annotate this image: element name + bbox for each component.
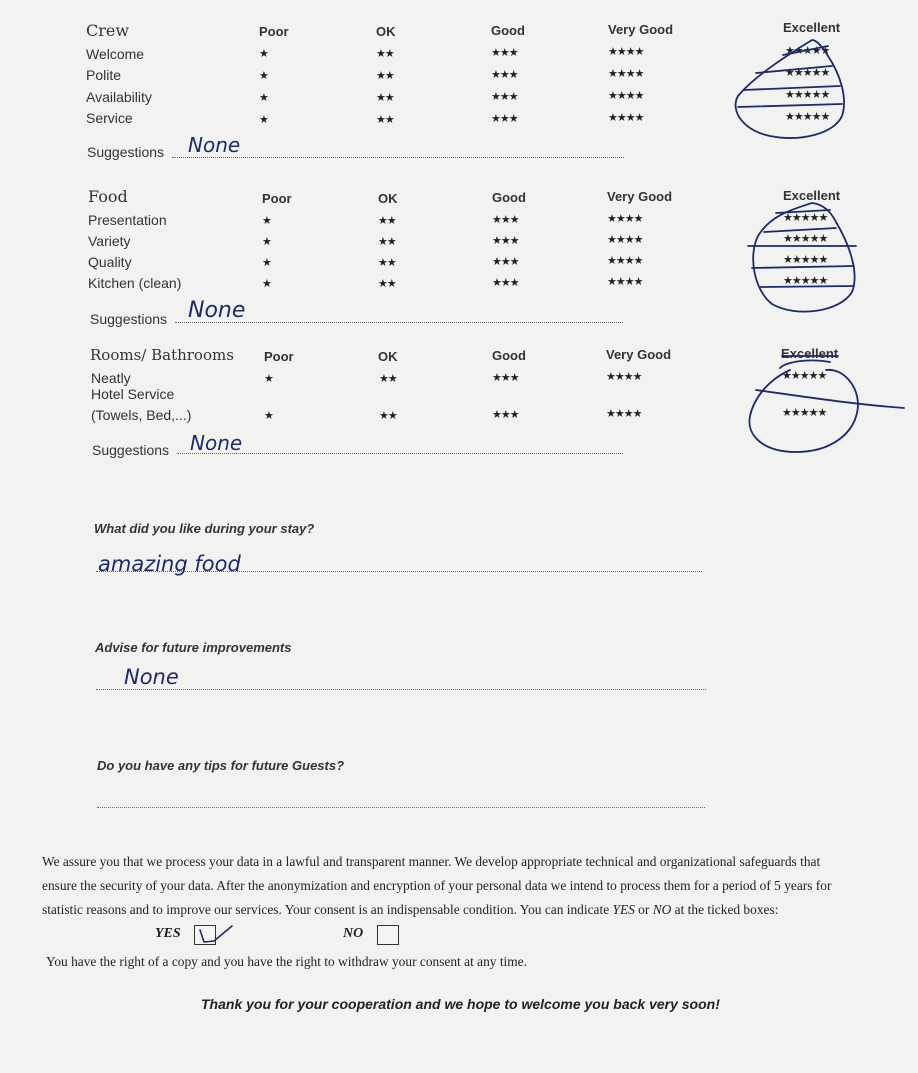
star-rating-ok[interactable]: ★★ (379, 410, 397, 422)
rooms-section-title: Rooms/ Bathrooms (90, 346, 234, 364)
food-col-ok: OK (378, 191, 398, 206)
rooms-item-neatly: Neatly (91, 370, 131, 386)
star-rating-poor[interactable]: ★ (259, 48, 268, 60)
rooms-col-excellent: Excellent (781, 346, 839, 361)
food-item-kitchen: Kitchen (clean) (88, 275, 182, 291)
crew-item-service: Service (86, 110, 133, 126)
question-tips-label: Do you have any tips for future Guests? (97, 758, 345, 773)
question-liked-label: What did you like during your stay? (94, 521, 315, 536)
food-item-presentation: Presentation (88, 212, 167, 228)
rooms-col-very-good: Very Good (606, 347, 672, 362)
thank-you-message: Thank you for your cooperation and we hope to welcome you back very soon! (201, 996, 720, 1012)
legal-or-word: or (634, 902, 653, 917)
question-liked-answer: amazing food (98, 552, 241, 576)
rooms-excellent-hook (780, 360, 830, 368)
star-rating-good[interactable]: ★★★ (492, 214, 519, 226)
star-rating-excellent[interactable]: ★★★★★ (782, 407, 827, 419)
star-rating-ok[interactable]: ★★ (378, 278, 396, 290)
food-col-excellent: Excellent (783, 188, 841, 203)
rooms-col-good: Good (492, 348, 526, 363)
star-rating-good[interactable]: ★★★ (492, 372, 519, 384)
star-rating-excellent[interactable]: ★★★★★ (783, 254, 828, 266)
food-excellent-strike-4 (752, 266, 854, 268)
star-rating-poor[interactable]: ★ (259, 70, 268, 82)
rooms-item-towels-bed: (Towels, Bed,...) (91, 407, 192, 423)
star-rating-very-good[interactable]: ★★★★ (608, 68, 644, 80)
star-rating-very-good[interactable]: ★★★★ (608, 46, 644, 58)
star-rating-poor[interactable]: ★ (262, 278, 271, 290)
star-rating-ok[interactable]: ★★ (379, 373, 397, 385)
rooms-col-ok: OK (378, 349, 398, 364)
star-rating-poor[interactable]: ★ (259, 92, 268, 104)
star-rating-poor[interactable]: ★ (262, 236, 271, 248)
question-improvements-answer: None (124, 665, 179, 689)
crew-suggestions-line[interactable] (172, 157, 624, 158)
star-rating-excellent[interactable]: ★★★★★ (785, 89, 830, 101)
star-rating-excellent[interactable]: ★★★★★ (783, 212, 828, 224)
crew-col-very-good: Very Good (608, 22, 674, 37)
star-rating-excellent[interactable]: ★★★★★ (785, 111, 830, 123)
star-rating-very-good[interactable]: ★★★★ (607, 234, 643, 246)
star-rating-good[interactable]: ★★★ (491, 69, 518, 81)
star-rating-very-good[interactable]: ★★★★ (607, 255, 643, 267)
rooms-item-hotel-service: Hotel Service (91, 386, 175, 402)
crew-suggestions-label: Suggestions (87, 144, 165, 160)
legal-yes-word: YES (612, 902, 635, 917)
star-rating-poor[interactable]: ★ (262, 215, 271, 227)
consent-no-label: NO (343, 926, 364, 941)
star-rating-excellent[interactable]: ★★★★★ (785, 67, 830, 79)
crew-item-availability: Availability (86, 89, 152, 105)
star-rating-excellent[interactable]: ★★★★★ (783, 233, 828, 245)
rooms-col-poor: Poor (264, 349, 294, 364)
star-rating-very-good[interactable]: ★★★★ (608, 112, 644, 124)
crew-col-excellent: Excellent (783, 20, 841, 35)
star-rating-ok[interactable]: ★★ (378, 215, 396, 227)
star-rating-poor[interactable]: ★ (259, 114, 268, 126)
rooms-suggestions-answer: None (190, 431, 243, 455)
star-rating-ok[interactable]: ★★ (376, 48, 394, 60)
star-rating-good[interactable]: ★★★ (491, 113, 518, 125)
star-rating-excellent[interactable]: ★★★★★ (785, 45, 830, 57)
star-rating-very-good[interactable]: ★★★★ (606, 408, 642, 420)
legal-line-3 (42, 898, 778, 922)
star-rating-good[interactable]: ★★★ (492, 409, 519, 421)
food-suggestions-label: Suggestions (90, 311, 168, 327)
star-rating-very-good[interactable]: ★★★★ (607, 213, 643, 225)
legal-line-3-text: statistic reasons and to improve our services. Your consent is an indispensable condition. You can indicate (42, 902, 613, 917)
question-improvements-label: Advise for future improvements (95, 640, 292, 655)
star-rating-poor[interactable]: ★ (262, 257, 271, 269)
consent-no-checkbox[interactable] (377, 925, 399, 945)
star-rating-ok[interactable]: ★★ (376, 92, 394, 104)
star-rating-ok[interactable]: ★★ (376, 70, 394, 82)
crew-col-poor: Poor (259, 24, 289, 39)
star-rating-very-good[interactable]: ★★★★ (606, 371, 642, 383)
star-rating-poor[interactable]: ★ (264, 373, 273, 385)
crew-suggestions-answer: None (188, 133, 241, 157)
crew-col-good: Good (491, 23, 525, 38)
question-tips-line[interactable] (97, 807, 705, 808)
food-col-very-good: Very Good (607, 189, 673, 204)
crew-item-welcome: Welcome (86, 46, 145, 62)
rooms-suggestions-label: Suggestions (92, 442, 170, 458)
crew-col-ok: OK (376, 24, 396, 39)
food-col-poor: Poor (262, 191, 292, 206)
crew-excellent-strike-4 (738, 104, 842, 107)
star-rating-good[interactable]: ★★★ (492, 256, 519, 268)
star-rating-ok[interactable]: ★★ (376, 114, 394, 126)
consent-yes-label: YES (155, 926, 181, 941)
star-rating-good[interactable]: ★★★ (491, 91, 518, 103)
food-section-title: Food (88, 187, 128, 206)
consent-yes-checkbox[interactable] (194, 925, 216, 945)
rooms-suggestions-line[interactable] (177, 453, 623, 454)
crew-item-polite: Polite (86, 67, 122, 83)
star-rating-good[interactable]: ★★★ (491, 47, 518, 59)
legal-no-word: NO (652, 902, 672, 917)
star-rating-good[interactable]: ★★★ (492, 235, 519, 247)
star-rating-ok[interactable]: ★★ (378, 257, 396, 269)
star-rating-very-good[interactable]: ★★★★ (607, 276, 643, 288)
food-col-good: Good (492, 190, 526, 205)
food-item-variety: Variety (88, 233, 131, 249)
question-improvements-line[interactable] (96, 689, 706, 690)
crew-section-title: Crew (86, 21, 130, 40)
legal-rights: You have the right of a copy and you have the right to withdraw your consent at any time. (46, 954, 527, 969)
star-rating-excellent[interactable]: ★★★★★ (782, 370, 827, 382)
legal-line-3-end: at the ticked boxes: (671, 902, 779, 917)
rooms-excellent-strike-1 (756, 390, 904, 408)
food-item-quality: Quality (88, 254, 132, 270)
legal-line-2: ensure the security of your data. After the anonymization and encryption of your personal data we intend to process them for a period of 5 years for (42, 878, 832, 893)
star-rating-excellent[interactable]: ★★★★★ (783, 275, 828, 287)
star-rating-ok[interactable]: ★★ (378, 236, 396, 248)
food-suggestions-answer: None (188, 298, 246, 323)
star-rating-poor[interactable]: ★ (264, 410, 273, 422)
legal-line-1: We assure you that we process your data in a lawful and transparent manner. We develop appropriate technical and organizational safeguards that (42, 854, 821, 869)
star-rating-very-good[interactable]: ★★★★ (608, 90, 644, 102)
star-rating-good[interactable]: ★★★ (492, 277, 519, 289)
